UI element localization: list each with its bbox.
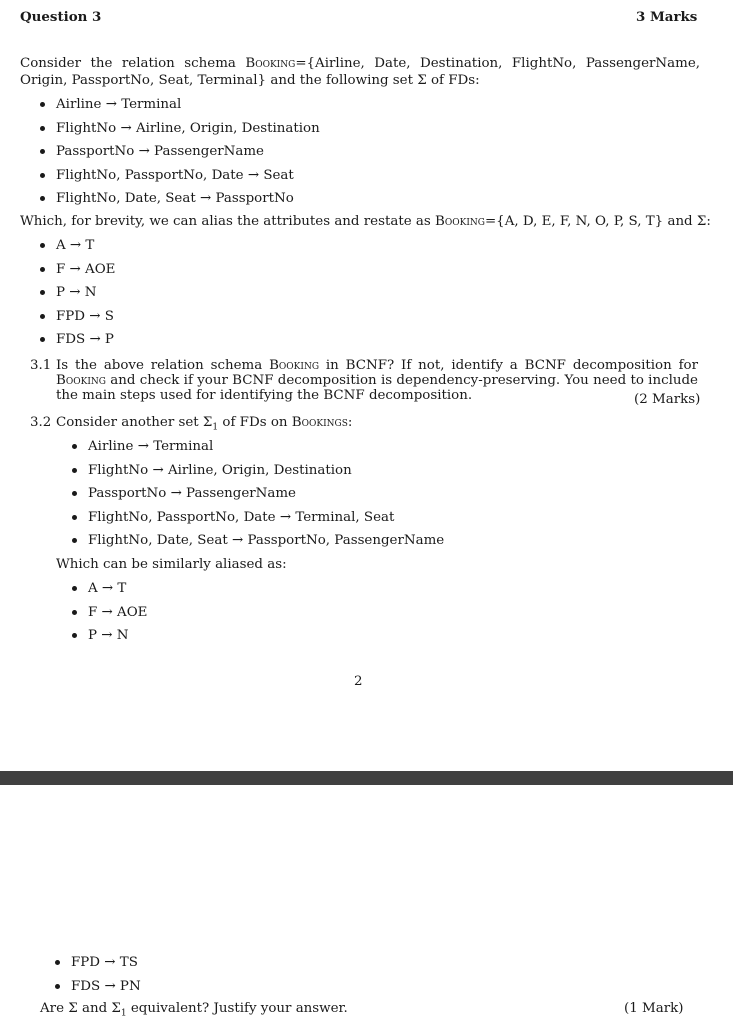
list-item: FlightNo, PassportNo, Date → Seat	[40, 167, 320, 191]
list-item: A → T	[40, 237, 115, 261]
q31-text-1: Is the above relation schema	[56, 358, 270, 373]
list-item: FPD → S	[40, 308, 115, 332]
q31-text-3: and check if your BCNF decomposition is dependency-preserving. You need to include the main steps used for identifying the BCNF decomposition.	[56, 373, 698, 403]
relation-name: Booking	[245, 56, 296, 71]
equivalence-question	[40, 1001, 348, 1019]
q31-text-2: in BCNF? If not, identify a BCNF decomposition for	[319, 358, 698, 373]
similarly-aliased-text: Which can be similarly aliased as:	[56, 557, 287, 572]
list-item: FlightNo → Airline, Origin, Destination	[72, 462, 444, 486]
relation-name: Booking	[56, 373, 106, 388]
q31-marks: (2 Marks)	[634, 392, 701, 407]
question-marks: 3 Marks	[636, 9, 698, 25]
fd-list-sigma1	[72, 438, 444, 556]
list-item: FDS → P	[40, 331, 115, 355]
list-item: A → T	[72, 580, 147, 604]
alias-text-2: ={A, D, E, F, N, O, P, S, T} and Σ:	[484, 214, 711, 229]
final-text-2: equivalent? Justify your answer.	[126, 1001, 348, 1016]
list-item: FDS → PN	[55, 978, 141, 1002]
intro-text-2: ={Airline, Date, Destination, FlightNo, PassengerName, Origin, PassportNo, Seat, Terminal} and the following set Σ of FDs:	[20, 56, 700, 88]
sigma-subscript: 1	[212, 422, 219, 433]
subquestion-3-1-text	[56, 358, 698, 403]
intro-paragraph	[20, 55, 700, 89]
page-break-divider	[0, 771, 733, 785]
list-item: FPD → TS	[55, 954, 141, 978]
list-item: P → N	[72, 627, 147, 651]
list-item: F → AOE	[40, 261, 115, 285]
alias-line	[20, 214, 711, 230]
fd-list-sigma-alias	[40, 237, 115, 355]
list-item: Airline → Terminal	[40, 96, 320, 120]
fd-list-sigma	[40, 96, 320, 214]
q32-text-3: :	[347, 415, 353, 430]
relation-name: Booking	[269, 358, 320, 373]
subquestion-number: 3.2	[30, 415, 52, 430]
list-item: FlightNo, PassportNo, Date → Terminal, Seat	[72, 509, 444, 533]
question-title: Question 3	[20, 9, 102, 25]
relation-name: Bookings	[291, 415, 348, 430]
page-number: 2	[354, 674, 363, 689]
fd-list-sigma1-alias-continued	[55, 954, 141, 1001]
fd-list-sigma1-alias	[72, 580, 147, 651]
q32-text-1: Consider another set Σ	[56, 415, 213, 430]
subquestion-3-2-text	[56, 415, 352, 433]
list-item: F → AOE	[72, 604, 147, 628]
relation-name: Booking	[435, 214, 485, 229]
list-item: FlightNo, Date, Seat → PassportNo, PassengerName	[72, 532, 444, 556]
list-item: PassportNo → PassengerName	[72, 485, 444, 509]
sigma-subscript: 1	[120, 1008, 127, 1019]
final-text-1: Are Σ and Σ	[40, 1001, 121, 1016]
list-item: PassportNo → PassengerName	[40, 143, 320, 167]
list-item: P → N	[40, 284, 115, 308]
list-item: Airline → Terminal	[72, 438, 444, 462]
list-item: FlightNo, Date, Seat → PassportNo	[40, 190, 320, 214]
subquestion-number: 3.1	[30, 358, 52, 373]
final-marks: (1 Mark)	[624, 1001, 684, 1016]
list-item: FlightNo → Airline, Origin, Destination	[40, 120, 320, 144]
intro-text-1: Consider the relation schema	[20, 56, 246, 71]
q32-text-2: of FDs on	[218, 415, 292, 430]
alias-text-1: Which, for brevity, we can alias the attributes and restate as	[20, 214, 435, 229]
